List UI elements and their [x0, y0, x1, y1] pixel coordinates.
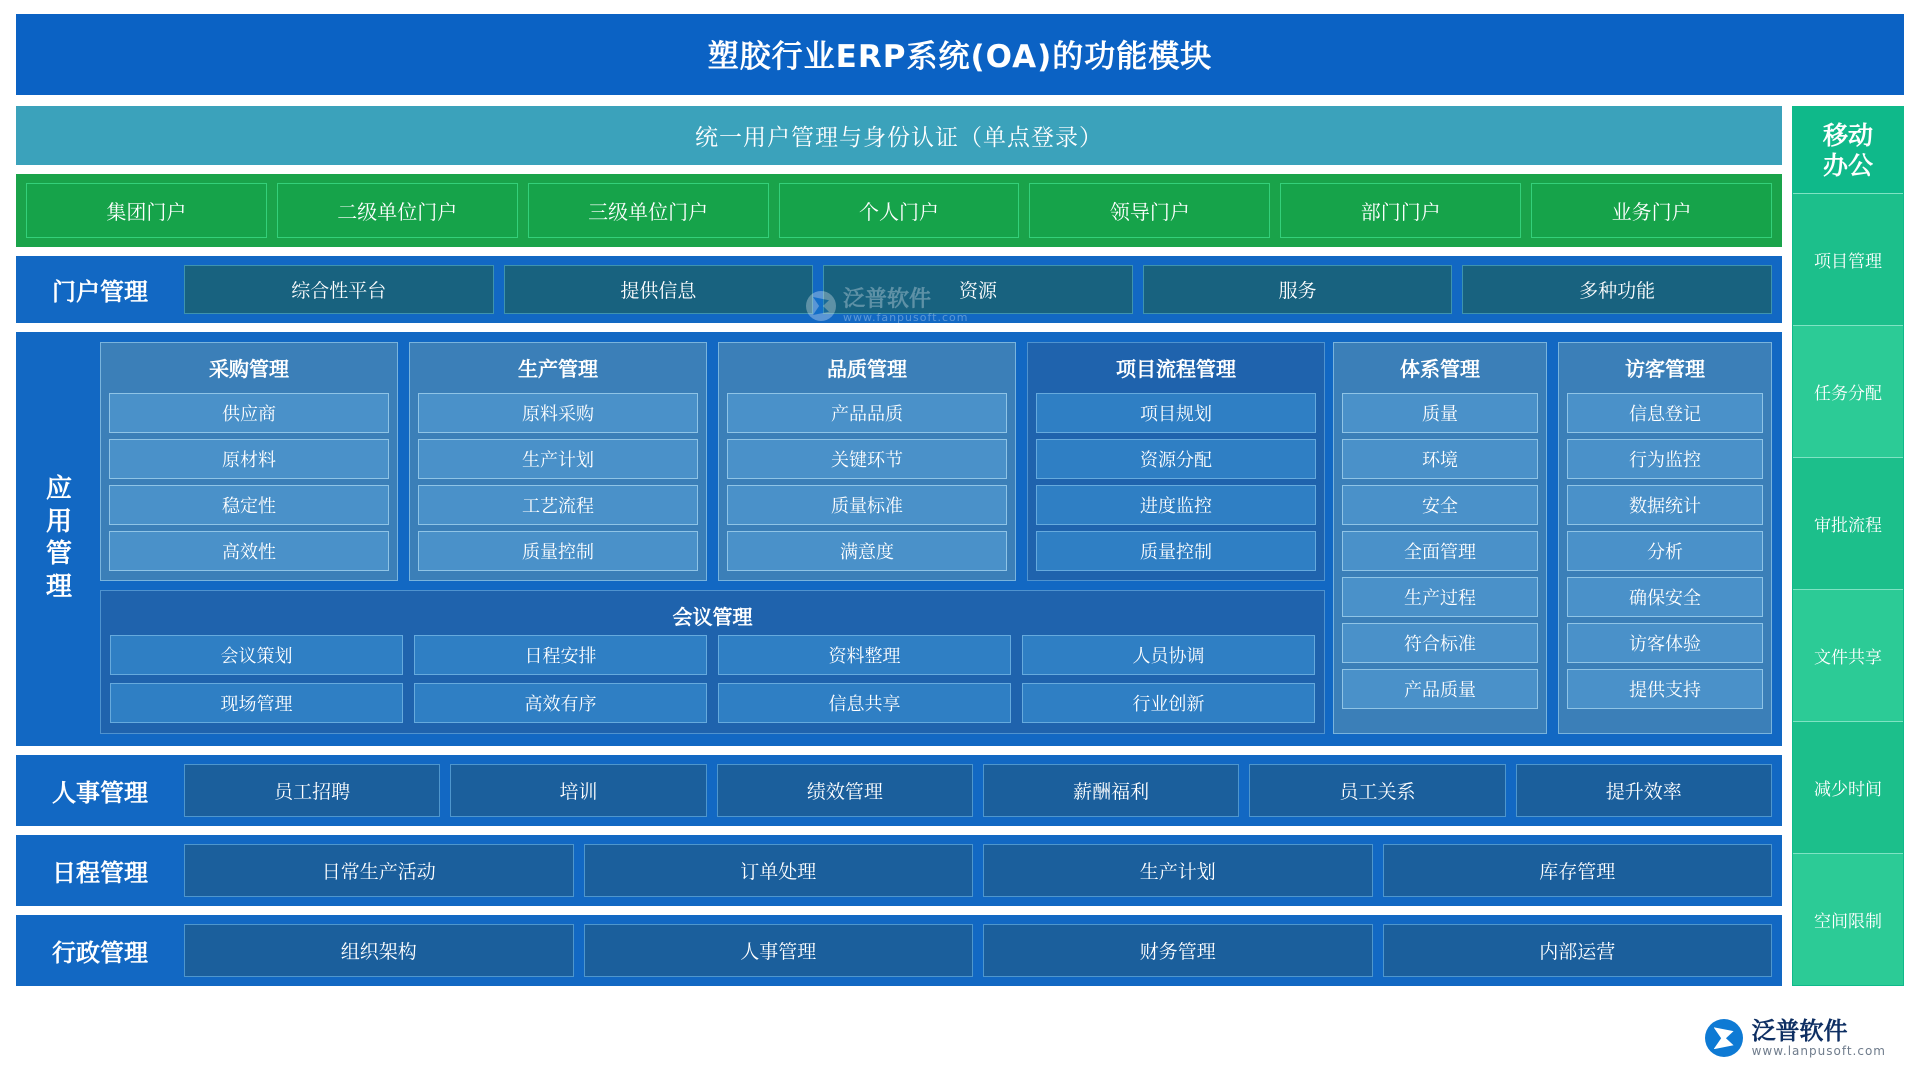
group-item[interactable]: 行为监控: [1567, 439, 1763, 479]
group-item[interactable]: 提供支持: [1567, 669, 1763, 709]
admin-management-items: [184, 924, 1772, 977]
group-item[interactable]: 进度监控: [1036, 485, 1316, 525]
mobile-office-panel: [1792, 106, 1904, 986]
app-label-line: 用: [45, 506, 72, 537]
application-right-groups: [1333, 342, 1772, 734]
group-title: 体系管理: [1400, 357, 1480, 381]
group-item[interactable]: 确保安全: [1567, 577, 1763, 617]
schedule-management-section: [16, 835, 1782, 906]
group-item[interactable]: 分析: [1567, 531, 1763, 571]
group-title: 会议管理: [672, 605, 753, 629]
group-title: 采购管理: [209, 357, 289, 381]
portal-item[interactable]: 集团门户: [26, 183, 267, 238]
mobile-title-line: 办公: [1822, 151, 1873, 180]
portal-item[interactable]: 三级单位门户: [528, 183, 769, 238]
group-item[interactable]: 资源分配: [1036, 439, 1316, 479]
watermark-name: 泛普软件: [843, 287, 932, 312]
group-item[interactable]: 全面管理: [1342, 531, 1538, 571]
page-title: 塑胶行业ERP系统(OA)的功能模块: [16, 14, 1904, 95]
brand-mark-icon: [1705, 1019, 1743, 1057]
group-item[interactable]: 生产过程: [1342, 577, 1538, 617]
portal-management-section: [16, 256, 1782, 323]
hr-item[interactable]: 培训: [450, 764, 706, 817]
admin-management-label: 行政管理: [52, 939, 148, 967]
mobile-item[interactable]: 空间限制: [1793, 853, 1903, 985]
brand-logo: [1705, 1018, 1886, 1058]
group-item[interactable]: 高效性: [109, 531, 389, 571]
portal-management-label: 门户管理: [52, 278, 148, 306]
meeting-item[interactable]: 行业创新: [1022, 683, 1315, 723]
group-item[interactable]: 数据统计: [1567, 485, 1763, 525]
meeting-items: [110, 635, 1315, 723]
group-item[interactable]: 原材料: [109, 439, 389, 479]
group-meeting-management: [100, 590, 1325, 734]
app-label-line: 应: [45, 474, 72, 504]
hr-item[interactable]: 绩效管理: [717, 764, 973, 817]
group-item[interactable]: 原料采购: [418, 393, 698, 433]
schedule-management-label: 日程管理: [52, 859, 148, 887]
mobile-office-title: [1793, 107, 1903, 193]
group-item[interactable]: 满意度: [727, 531, 1007, 571]
group-item[interactable]: 产品品质: [727, 393, 1007, 433]
schedule-item[interactable]: 日常生产活动: [184, 844, 574, 897]
group-item[interactable]: 工艺流程: [418, 485, 698, 525]
schedule-item[interactable]: 库存管理: [1383, 844, 1773, 897]
main-column: [16, 106, 1782, 986]
unified-auth-band: 统一用户管理与身份认证（单点登录）: [16, 106, 1782, 165]
meeting-item[interactable]: 人员协调: [1022, 635, 1315, 675]
portal-management-item[interactable]: 资源: [823, 265, 1133, 314]
group-item[interactable]: 质量控制: [418, 531, 698, 571]
mobile-item[interactable]: 项目管理: [1793, 193, 1903, 325]
mobile-item[interactable]: 文件共享: [1793, 589, 1903, 721]
group-item[interactable]: 生产计划: [418, 439, 698, 479]
hr-management-items: [184, 764, 1772, 817]
portal-item[interactable]: 领导门户: [1029, 183, 1270, 238]
application-management-section: [16, 332, 1782, 746]
portal-management-item[interactable]: 综合性平台: [184, 265, 494, 314]
brand-name: 泛普软件: [1751, 1017, 1848, 1046]
app-label-line: 管: [45, 539, 72, 569]
portal-item[interactable]: 部门门户: [1280, 183, 1521, 238]
portal-management-item[interactable]: 服务: [1143, 265, 1453, 314]
portal-item[interactable]: 二级单位门户: [277, 183, 518, 238]
schedule-management-items: [184, 844, 1772, 897]
group-item[interactable]: 质量标准: [727, 485, 1007, 525]
admin-item[interactable]: 人事管理: [584, 924, 974, 977]
mobile-item[interactable]: 任务分配: [1793, 325, 1903, 457]
admin-item[interactable]: 内部运营: [1383, 924, 1773, 977]
hr-management-label: 人事管理: [52, 779, 148, 807]
group-item[interactable]: 符合标准: [1342, 623, 1538, 663]
hr-item[interactable]: 员工招聘: [184, 764, 440, 817]
group-visitor-management: [1558, 342, 1772, 734]
meeting-item[interactable]: 现场管理: [110, 683, 403, 723]
hr-item[interactable]: 提升效率: [1516, 764, 1772, 817]
schedule-item[interactable]: 订单处理: [584, 844, 974, 897]
mobile-item[interactable]: 审批流程: [1793, 457, 1903, 589]
group-title: 访客管理: [1625, 357, 1705, 381]
hr-item[interactable]: 薪酬福利: [983, 764, 1239, 817]
group-item[interactable]: 供应商: [109, 393, 389, 433]
watermark-url: www.fanpusoft.com: [843, 311, 969, 325]
group-system-management: [1333, 342, 1547, 734]
group-item[interactable]: 环境: [1342, 439, 1538, 479]
group-title: 生产管理: [518, 357, 598, 381]
hr-item[interactable]: 员工关系: [1249, 764, 1505, 817]
admin-item[interactable]: 组织架构: [184, 924, 574, 977]
meeting-item[interactable]: 信息共享: [718, 683, 1011, 723]
group-item[interactable]: 关键环节: [727, 439, 1007, 479]
application-main-area: [100, 342, 1325, 734]
group-title: 项目流程管理: [1116, 357, 1236, 381]
mobile-title-line: 移动: [1822, 121, 1873, 150]
portal-item[interactable]: 业务门户: [1531, 183, 1772, 238]
group-item[interactable]: 质量控制: [1036, 531, 1316, 571]
group-item[interactable]: 质量: [1342, 393, 1538, 433]
group-production: [409, 342, 707, 581]
group-title: 品质管理: [827, 357, 907, 381]
portal-management-item[interactable]: 多种功能: [1462, 265, 1772, 314]
group-item[interactable]: 稳定性: [109, 485, 389, 525]
meeting-item[interactable]: 日程安排: [414, 635, 707, 675]
schedule-item[interactable]: 生产计划: [983, 844, 1373, 897]
mobile-item[interactable]: 减少时间: [1793, 721, 1903, 853]
group-purchasing: [100, 342, 398, 581]
brand-text: [1752, 1018, 1886, 1058]
group-item[interactable]: 访客体验: [1567, 623, 1763, 663]
brand-url: www.lanpusoft.com: [1751, 1043, 1886, 1058]
diagram-body: [16, 106, 1904, 986]
group-quality: [718, 342, 1016, 581]
portal-management-items: [184, 265, 1772, 314]
portal-management-item[interactable]: 提供信息: [504, 265, 814, 314]
group-item[interactable]: 安全: [1342, 485, 1538, 525]
meeting-item[interactable]: 会议策划: [110, 635, 403, 675]
group-item[interactable]: 信息登记: [1567, 393, 1763, 433]
admin-item[interactable]: 财务管理: [983, 924, 1373, 977]
mobile-office-items: [1793, 193, 1903, 985]
application-group-row: [100, 342, 1325, 581]
meeting-item[interactable]: 资料整理: [718, 635, 1011, 675]
hr-management-section: [16, 755, 1782, 826]
group-item[interactable]: 产品质量: [1342, 669, 1538, 709]
group-project-process: [1027, 342, 1325, 581]
portal-row: [16, 174, 1782, 247]
portal-item[interactable]: 个人门户: [779, 183, 1020, 238]
app-label-line: 理: [45, 571, 72, 602]
mobile-office-column: [1792, 106, 1904, 986]
admin-management-section: [16, 915, 1782, 986]
application-management-label: [26, 342, 92, 734]
meeting-item[interactable]: 高效有序: [414, 683, 707, 723]
group-item[interactable]: 项目规划: [1036, 393, 1316, 433]
